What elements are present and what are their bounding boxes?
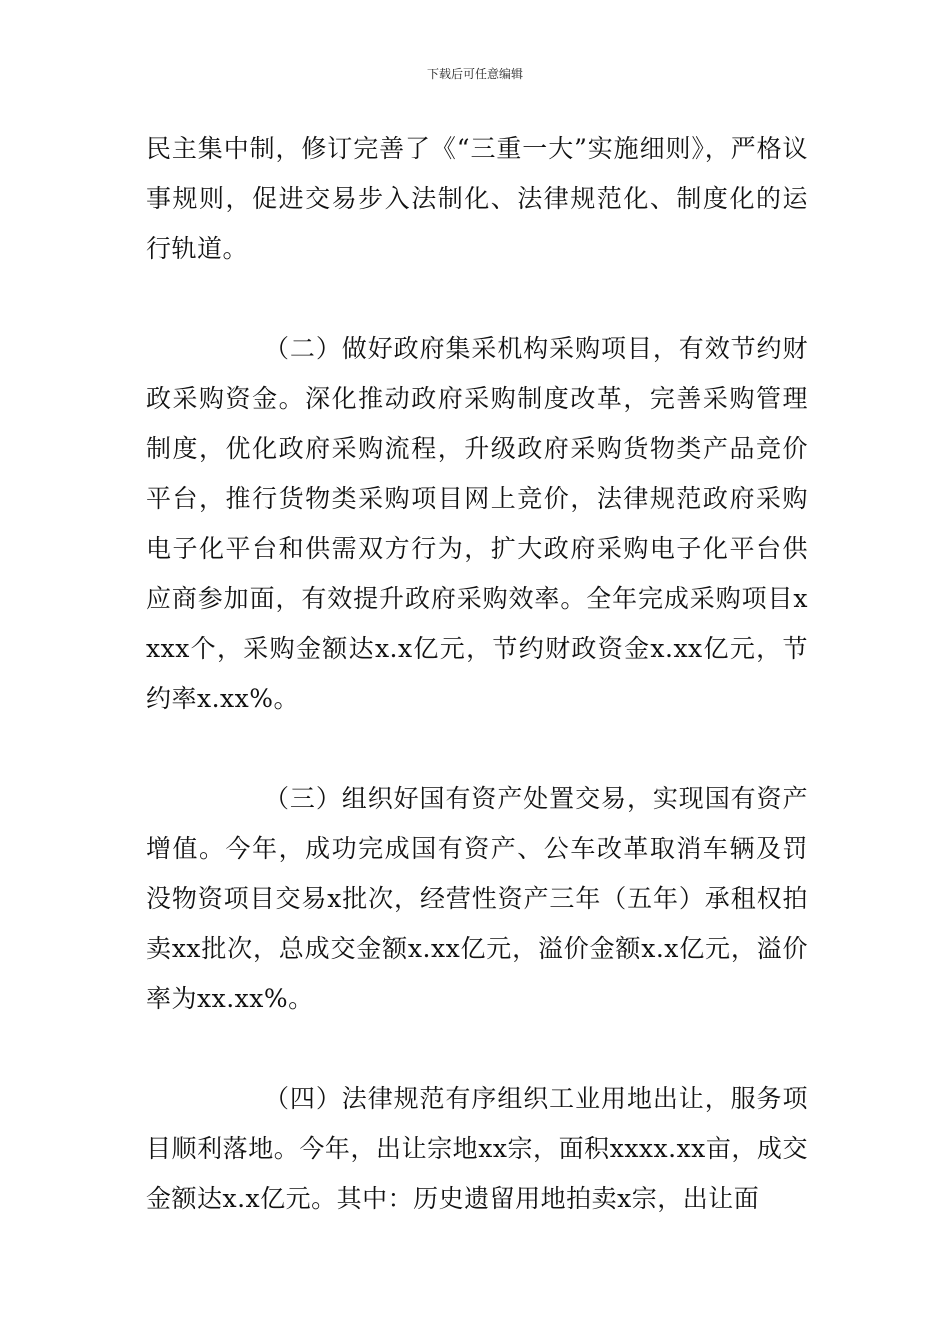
document-body	[146, 124, 808, 1224]
paragraph-gap	[146, 274, 808, 324]
page-header-note: 下载后可任意编辑	[426, 67, 523, 81]
paragraph-gap	[146, 724, 808, 774]
paragraph-1: 民主集中制，修订完善了《“三重一大”实施细则》，严格议事规则，促进交易步入法制化、法律规范化、制度化的运行轨道。	[146, 134, 808, 263]
paragraph-gap	[146, 1024, 808, 1074]
paragraph-2: （二）做好政府集采机构采购项目，有效节约财政采购资金。深化推动政府采购制度改革，完善采购管理制度，优化政府采购流程，升级政府采购货物类产品竞价平台，推行货物类采购项目网上竞价，法律规范政府采购电子化平台和供需双方行为，扩大政府采购电子化平台供应商参加面，有效提升政府采购效率。全年完成采购项目xxxx个，采购金额达x.x亿元，节约财政资金x.xx亿元，节约率x.xx%。	[146, 334, 808, 713]
paragraph-4: （四）法律规范有序组织工业用地出让，服务项目顺利落地。今年，出让宗地xx宗，面积xxxx.xx亩，成交金额达x.x亿元。其中：历史遗留用地拍卖x宗，出让面	[146, 1084, 808, 1213]
paragraph-3: （三）组织好国有资产处置交易，实现国有资产增值。今年，成功完成国有资产、公车改革取消车辆及罚没物资项目交易x批次，经营性资产三年（五年）承租权拍卖xx批次，总成交金额x.xx亿元，溢价金额x.x亿元，溢价率为xx.xx%。	[146, 784, 808, 1013]
